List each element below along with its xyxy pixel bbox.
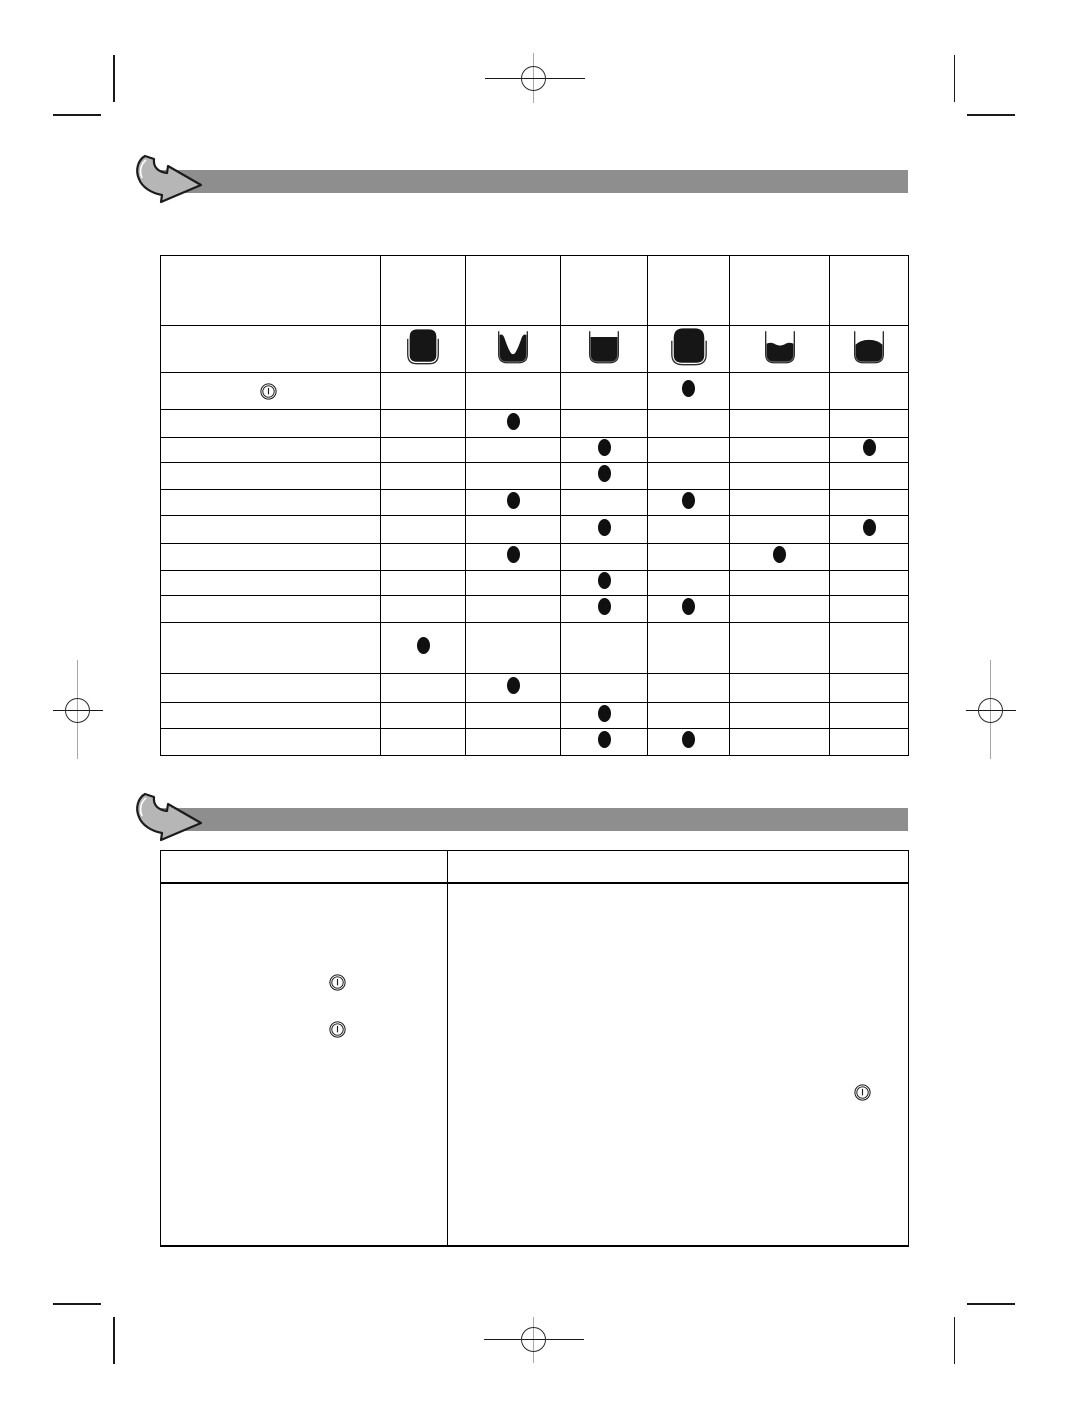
matrix-cell xyxy=(830,571,909,596)
matrix-cell xyxy=(648,623,730,674)
matrix-cell xyxy=(381,490,466,516)
matrix-cell xyxy=(381,410,466,438)
matrix-cell xyxy=(381,623,466,674)
loaf-short-concave-top-icon xyxy=(759,328,801,366)
matrix-cell xyxy=(561,516,648,544)
matrix-header-cell xyxy=(161,256,381,326)
matrix-cell xyxy=(648,438,730,463)
matrix-cell xyxy=(830,373,909,410)
loaf-full-flat-top-icon xyxy=(583,328,625,366)
matrix-cell xyxy=(466,571,561,596)
detail-header-right-cell xyxy=(448,851,909,883)
matrix-cell xyxy=(381,516,466,544)
matrix-cell xyxy=(730,623,830,674)
matrix-cell xyxy=(381,373,466,410)
crop-mark xyxy=(954,55,956,102)
matrix-cell xyxy=(561,596,648,623)
matrix-cell xyxy=(648,596,730,623)
matrix-table xyxy=(160,255,909,756)
matrix-cell xyxy=(381,544,466,571)
matrix-cell xyxy=(648,571,730,596)
matrix-cell xyxy=(830,596,909,623)
loaf-tall-overrisen-icon xyxy=(402,328,444,366)
dot-marker xyxy=(598,519,611,536)
matrix-cell xyxy=(648,373,730,410)
curved-arrow-icon xyxy=(131,154,209,210)
matrix-cell xyxy=(648,703,730,729)
crop-mark xyxy=(53,1303,101,1305)
loaf-mushroom-overflow-icon xyxy=(668,328,710,366)
matrix-cell xyxy=(381,674,466,703)
matrix-cell xyxy=(830,674,909,703)
curved-arrow-icon xyxy=(131,154,209,210)
matrix-row-label-cell xyxy=(161,490,381,516)
dot-marker xyxy=(682,598,695,615)
matrix-cell xyxy=(381,438,466,463)
dot-marker xyxy=(507,677,520,694)
matrix-cell xyxy=(730,596,830,623)
matrix-cell xyxy=(466,438,561,463)
matrix-cell xyxy=(648,410,730,438)
matrix-cell xyxy=(561,438,648,463)
matrix-row-label-cell xyxy=(161,703,381,729)
matrix-cell xyxy=(830,516,909,544)
matrix-row-label-cell xyxy=(161,544,381,571)
matrix-cell xyxy=(830,544,909,571)
loaf-collapsed-center-icon xyxy=(492,328,534,366)
matrix-cell xyxy=(466,490,561,516)
power-icon xyxy=(259,382,278,401)
matrix-icon-cell xyxy=(830,326,909,373)
matrix-cell xyxy=(830,438,909,463)
matrix-row-label-cell xyxy=(161,410,381,438)
matrix-cell xyxy=(648,729,730,756)
matrix-cell xyxy=(466,410,561,438)
curved-arrow-icon xyxy=(131,792,209,848)
power-icon xyxy=(853,1083,872,1102)
matrix-cell xyxy=(730,463,830,490)
matrix-cell xyxy=(730,544,830,571)
matrix-cell xyxy=(381,729,466,756)
dot-marker xyxy=(598,705,611,722)
matrix-cell xyxy=(466,516,561,544)
matrix-cell xyxy=(561,410,648,438)
matrix-cell xyxy=(561,703,648,729)
matrix-cell xyxy=(730,674,830,703)
matrix-cell xyxy=(561,571,648,596)
matrix-row-label-cell xyxy=(161,438,381,463)
matrix-icon-cell xyxy=(730,326,830,373)
matrix-icon-row-label-cell xyxy=(161,326,381,373)
matrix-cell xyxy=(561,623,648,674)
matrix-cell xyxy=(830,490,909,516)
power-icon xyxy=(328,973,347,992)
matrix-row-label-cell xyxy=(161,674,381,703)
matrix-row-label-cell xyxy=(161,463,381,490)
matrix-cell xyxy=(561,544,648,571)
dot-marker xyxy=(682,380,695,397)
detail-body-right-cell xyxy=(448,883,909,1246)
matrix-cell xyxy=(648,490,730,516)
matrix-cell xyxy=(466,544,561,571)
matrix-cell xyxy=(830,463,909,490)
matrix-cell xyxy=(561,463,648,490)
matrix-cell xyxy=(730,490,830,516)
power-icon xyxy=(328,1020,347,1039)
matrix-cell xyxy=(830,703,909,729)
matrix-header-cell xyxy=(381,256,466,326)
dot-marker xyxy=(598,598,611,615)
matrix-header-cell xyxy=(561,256,648,326)
dot-marker xyxy=(863,519,876,536)
matrix-cell xyxy=(381,463,466,490)
matrix-cell xyxy=(561,729,648,756)
matrix-row-label-cell xyxy=(161,623,381,674)
matrix-icon-cell xyxy=(561,326,648,373)
matrix-header-cell xyxy=(730,256,830,326)
matrix-row-label-cell xyxy=(161,516,381,544)
crop-mark xyxy=(954,1317,956,1364)
dot-marker xyxy=(598,572,611,589)
dot-marker xyxy=(682,731,695,748)
detail-body-left-cell xyxy=(161,883,448,1246)
crop-mark xyxy=(53,114,101,116)
matrix-icon-cell xyxy=(648,326,730,373)
matrix-icon-cell xyxy=(466,326,561,373)
matrix-header-cell xyxy=(830,256,909,326)
matrix-cell xyxy=(830,410,909,438)
matrix-cell xyxy=(466,596,561,623)
matrix-cell xyxy=(648,544,730,571)
matrix-cell xyxy=(466,463,561,490)
dot-marker xyxy=(598,439,611,456)
matrix-icon-cell xyxy=(381,326,466,373)
dot-marker xyxy=(863,439,876,456)
matrix-cell xyxy=(648,463,730,490)
matrix-row-label-cell xyxy=(161,571,381,596)
matrix-cell xyxy=(466,729,561,756)
loaf-short-convex-top-icon xyxy=(848,328,890,366)
matrix-cell xyxy=(730,410,830,438)
dot-marker xyxy=(682,492,695,509)
matrix-row-label-cell xyxy=(161,373,381,410)
dot-marker xyxy=(417,637,430,654)
section-header-bar-2 xyxy=(160,808,908,831)
crop-mark xyxy=(967,114,1015,116)
matrix-header-cell xyxy=(648,256,730,326)
crop-mark xyxy=(113,1317,115,1364)
dot-marker xyxy=(507,492,520,509)
matrix-row-label-cell xyxy=(161,596,381,623)
matrix-cell xyxy=(730,373,830,410)
dot-marker xyxy=(507,413,520,430)
crop-mark xyxy=(967,1303,1015,1305)
matrix-cell xyxy=(466,674,561,703)
detail-table xyxy=(160,850,909,1247)
matrix-cell xyxy=(830,729,909,756)
matrix-cell xyxy=(561,490,648,516)
dot-marker xyxy=(773,546,786,563)
matrix-cell xyxy=(730,703,830,729)
matrix-cell xyxy=(381,703,466,729)
curved-arrow-icon xyxy=(131,792,209,848)
detail-header-left-cell xyxy=(161,851,448,883)
matrix-cell xyxy=(561,674,648,703)
matrix-cell xyxy=(830,623,909,674)
matrix-cell xyxy=(466,703,561,729)
matrix-cell xyxy=(648,516,730,544)
matrix-cell xyxy=(381,571,466,596)
dot-marker xyxy=(598,731,611,748)
matrix-cell xyxy=(381,596,466,623)
section-header-bar-1 xyxy=(160,170,908,193)
matrix-cell xyxy=(648,674,730,703)
dot-marker xyxy=(598,465,611,482)
matrix-header-cell xyxy=(466,256,561,326)
matrix-cell xyxy=(466,373,561,410)
matrix-cell xyxy=(730,571,830,596)
matrix-cell xyxy=(466,623,561,674)
matrix-cell xyxy=(561,373,648,410)
matrix-cell xyxy=(730,516,830,544)
matrix-row-label-cell xyxy=(161,729,381,756)
matrix-cell xyxy=(730,729,830,756)
dot-marker xyxy=(507,546,520,563)
matrix-cell xyxy=(730,438,830,463)
crop-mark xyxy=(113,55,115,102)
